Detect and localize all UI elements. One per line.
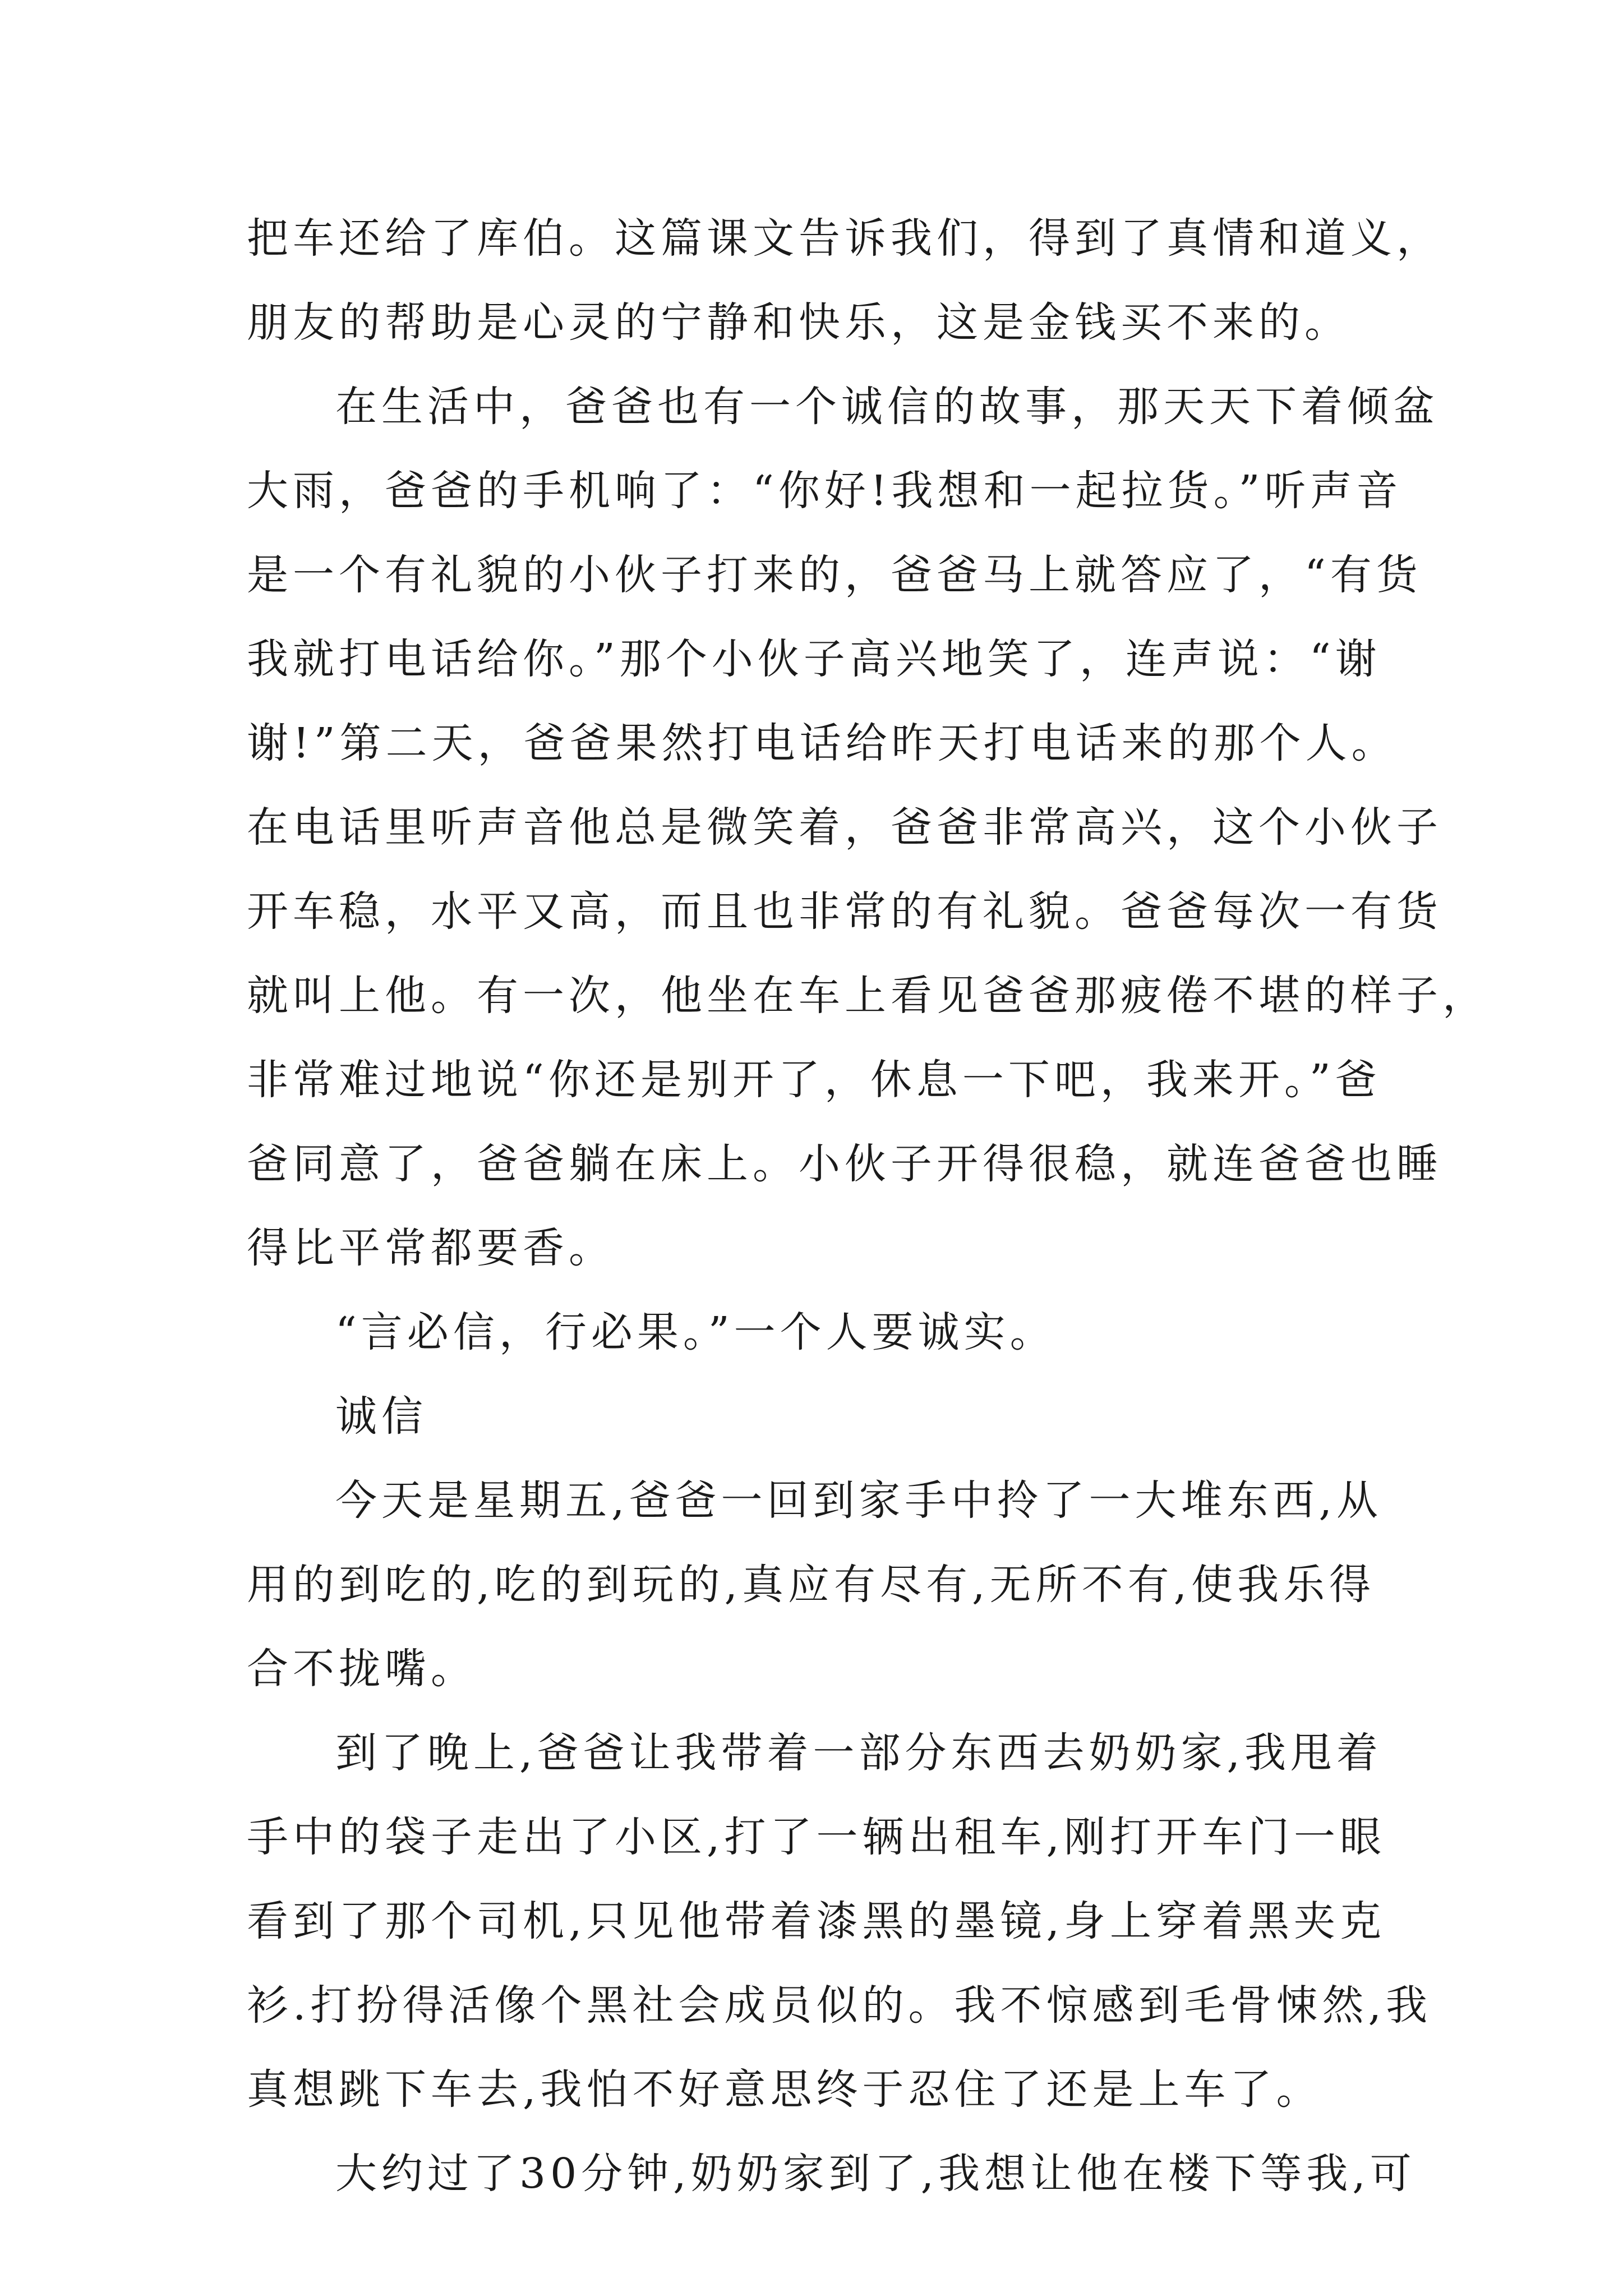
text-line: 谢!”第二天，爸爸果然打电话给昨天打电话来的那个人。 xyxy=(247,719,1398,767)
text-line: “言必信，行必果。”一个人要诚实。 xyxy=(335,1308,1056,1356)
text-line: 合不拢嘴。 xyxy=(247,1645,477,1693)
text-line: 爸同意了，爸爸躺在床上。小伙子开得很稳，就连爸爸也睡 xyxy=(247,1140,1442,1188)
text-line: 非常难过地说“你还是别开了，休息一下吧，我来开。”爸 xyxy=(247,1056,1381,1104)
text-line: 看到了那个司机,只见他带着漆黑的墨镜,身上穿着黑夹克 xyxy=(247,1897,1386,1945)
text-line: 到了晚上,爸爸让我带着一部分东西去奶奶家,我甩着 xyxy=(335,1729,1383,1777)
text-line: 得比平常都要香。 xyxy=(247,1224,615,1272)
text-line: 手中的袋子走出了小区,打了一辆出租车,刚打开车门一眼 xyxy=(247,1813,1386,1861)
text-line: 把车还给了库伯。这篇课文告诉我们，得到了真情和道义， xyxy=(247,214,1442,263)
text-line: 是一个有礼貌的小伙子打来的，爸爸马上就答应了，“有货 xyxy=(247,551,1422,599)
text-line: 大约过了30分钟,奶奶家到了,我想让他在楼下等我,可 xyxy=(335,2150,1416,2198)
text-line: 朋友的帮助是心灵的宁静和快乐，这是金钱买不来的。 xyxy=(247,298,1350,347)
text-line: 我就打电话给你。”那个小伙子高兴地笑了，连声说：“谢 xyxy=(247,635,1381,683)
text-line: 就叫上他。有一次，他坐在车上看见爸爸那疲倦不堪的样子， xyxy=(247,972,1488,1020)
text-line: 今天是星期五,爸爸一回到家手中拎了一大堆东西,从 xyxy=(335,1476,1383,1525)
text-line: 在电话里听声音他总是微笑着，爸爸非常高兴，这个小伙子 xyxy=(247,803,1442,852)
text-line: 开车稳，水平又高，而且也非常的有礼貌。爸爸每次一有货 xyxy=(247,887,1442,936)
text-line: 在生活中，爸爸也有一个诚信的故事，那天天下着倾盆 xyxy=(335,383,1439,431)
text-line: 大雨，爸爸的手机响了：“你好!我想和一起拉货。”听声音 xyxy=(247,467,1403,515)
section-title: 诚信 xyxy=(335,1392,427,1441)
text-line: 用的到吃的,吃的到玩的,真应有尽有,无所不有,使我乐得 xyxy=(247,1561,1376,1609)
text-line: 衫.打扮得活像个黑社会成员似的。我不惊感到毛骨悚然,我 xyxy=(247,1981,1432,2030)
text-line: 真想跳下车去,我怕不好意思终于忍住了还是上车了。 xyxy=(247,2065,1322,2114)
